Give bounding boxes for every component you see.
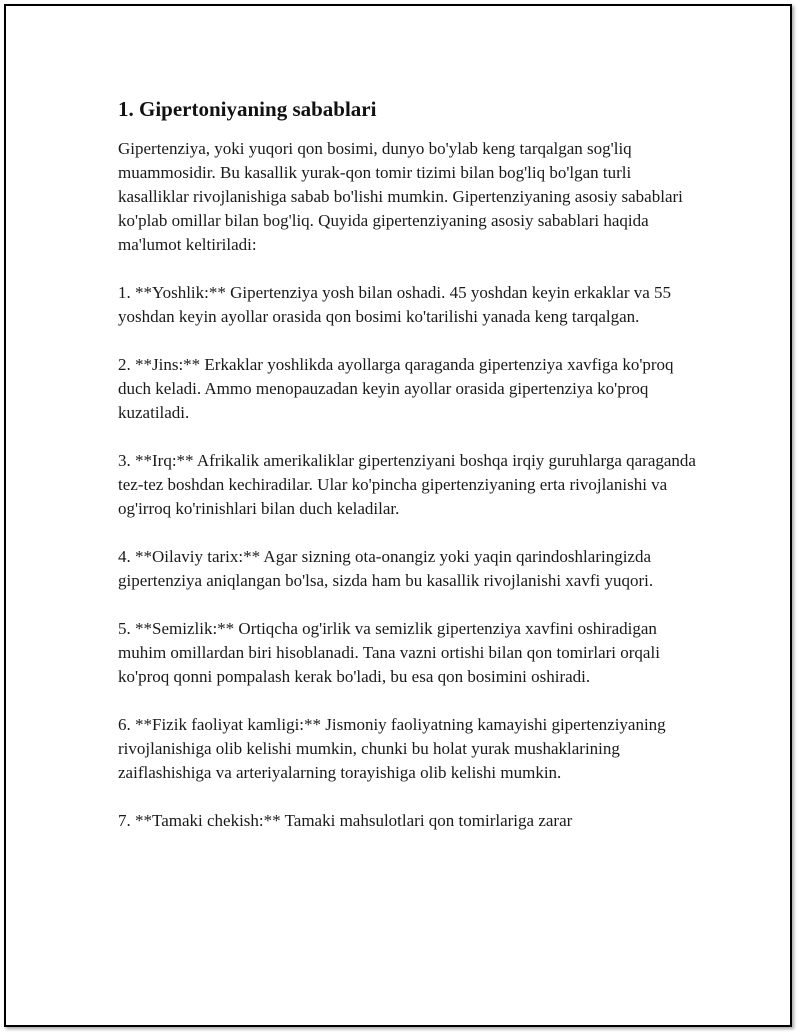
paragraph-item-6: 6. **Fizik faoliyat kamligi:** Jismoniy faoliyatning kamayishi gipertenziyaning rivojlanishiga olib kelishi mumkin, chunki bu holat yurak mushaklarining zaiflashishiga va arteriyalarning torayishiga olib kelishi mumkin. [118,715,666,782]
document-content [118,94,698,857]
paragraph-item-3: 3. **Irq:** Afrikalik amerikaliklar gipertenziyani boshqa irqiy guruhlarga qaraganda tez-tez boshdan kechiradilar. Ular ko'pincha gipertenziyaning erta rivojlanishi va og'irroq ko'rinishlari bilan duch keladilar. [118,451,696,518]
document-page [4,4,792,1027]
paragraph-item-4: 4. **Oilaviy tarix:** Agar sizning ota-onangiz yoki yaqin qarindoshlaringizda gipertenziya aniqlangan bo'lsa, sizda ham bu kasallik rivojlanishi xavfi yuqori. [118,547,654,590]
paragraph-item-7: 7. **Tamaki chekish:** Tamaki mahsulotlari qon tomirlariga zarar [118,811,573,830]
paragraph-item-1: 1. **Yoshlik:** Gipertenziya yosh bilan oshadi. 45 yoshdan keyin erkaklar va 55 yoshdan keyin ayollar orasida qon bosimi ko'tarilishi yanada keng tarqalgan. [118,283,672,326]
paragraph-intro: Gipertenziya, yoki yuqori qon bosimi, dunyo bo'ylab keng tarqalgan sog'liq muammosidir. Bu kasallik yurak-qon tomir tizimi bilan bog'liq bo'lgan turli kasalliklar rivojlanishiga sabab bo'lishi mumkin. Gipertenziyaning asosiy sabablari ko'plab omillar bilan bog'liq. Quyida gipertenziyaning asosiy sabablari haqida ma'lumot keltiriladi: [118,139,683,254]
paragraph-item-5: 5. **Semizlik:** Ortiqcha og'irlik va semizlik gipertenziya xavfini oshiradigan muhim omillardan biri hisoblanadi. Tana vazni ortishi bilan qon tomirlari orqali ko'proq qonni pompalash kerak bo'ladi, bu esa qon bosimini oshiradi. [118,619,660,686]
document-title: 1. Gipertoniyaning sabablari [118,97,377,121]
paragraph-item-2: 2. **Jins:** Erkaklar yoshlikda ayollarga qaraganda gipertenziya xavfiga ko'proq duch keladi. Ammo menopauzadan keyin ayollar orasida gipertenziya ko'proq kuzatiladi. [118,355,674,422]
